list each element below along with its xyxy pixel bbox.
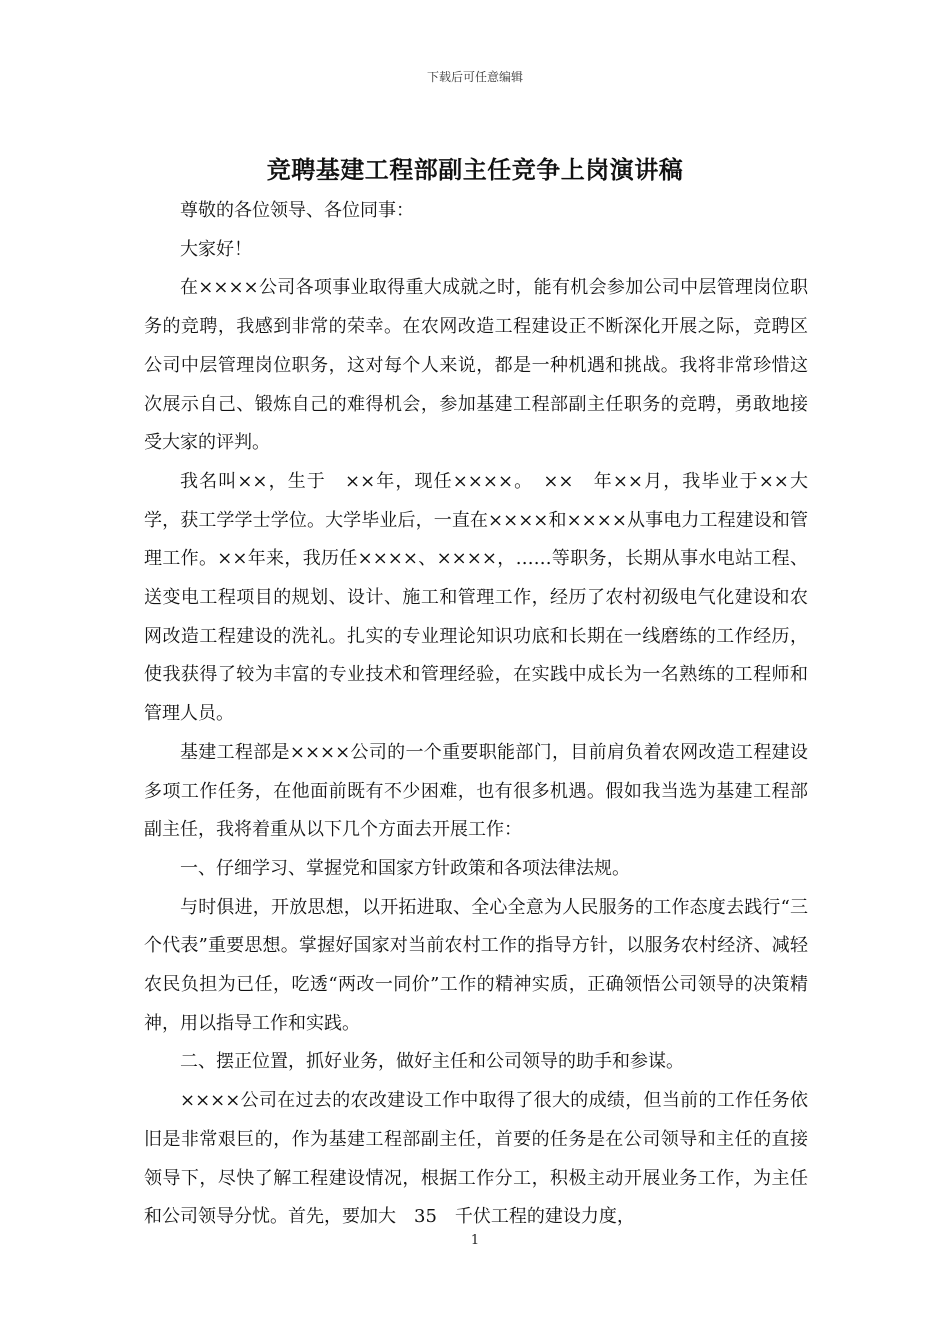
paragraph-background: 我名叫××，生于 ××年，现任××××。 ×× 年××月，我毕业于××大学，获工学学士学位。大学毕业后，一直在××××和××××从事电力工程建设和管理工作。××年来，我历任××××、××××，……等职务，长期从事水电站工程、送变电工程项目的规划、设计、施工和管理工作，经历了农村初级电气化建设和农网改造工程建设的洗礼。扎实的专业理论知识功底和长期在一线磨练的工作经历，使我获得了较为丰富的专业技术和管理经验，在实践中成长为一名熟练的工程师和管理人员。 [144, 470, 808, 725]
document-title: 竞聘基建工程部副主任竞争上岗演讲稿 [266, 155, 684, 184]
paragraph-salutation: 尊敬的各位领导、各位同事： [180, 200, 414, 221]
page-number: 1 [470, 1233, 480, 1248]
paragraph-point-one-heading: 一、仔细学习、掌握党和国家方针政策和各项法律法规。 [180, 857, 630, 879]
paragraph-point-one-body: 与时俱进，开放思想，以开拓进取、全心全意为人民服务的工作态度去践行“三个代表”重要思想。掌握好国家对当前农村工作的指导方针，以服务农村经济、减轻农民负担为已任，吃透“两改一同价”工作的精神实质，正确领悟公司领导的决策精神，用以指导工作和实践。 [144, 896, 808, 1034]
paragraph-greeting: 大家好！ [180, 238, 252, 260]
document-body [144, 192, 808, 1237]
paragraph-point-two-body: ××××公司在过去的农改建设工作中取得了很大的成绩，但当前的工作任务依旧是非常艰巨的，作为基建工程部副主任，首要的任务是在公司领导和主任的直接领导下，尽快了解工程建设情况，根据工作分工，积极主动开展业务工作，为主任和公司领导分忧。首先，要加大 35 千伏工程的建设力度， [144, 1090, 808, 1228]
header-note: 下载后可任意编辑 [426, 70, 523, 84]
paragraph-department: 基建工程部是××××公司的一个重要职能部门，目前肩负着农网改造工程建设多项工作任务，在他面前既有不少困难，也有很多机遇。假如我当选为基建工程部副主任，我将着重从以下几个方面去开展工作： [144, 741, 808, 841]
paragraph-intro: 在××××公司各项事业取得重大成就之时，能有机会参加公司中层管理岗位职务的竞聘，我感到非常的荣幸。在农网改造工程建设正不断深化开展之际，竞聘区公司中层管理岗位职务，这对每个人来说，都是一种机遇和挑战。我将非常珍惜这次展示自己、锻炼自己的难得机会，参加基建工程部副主任职务的竞聘，勇敢地接受大家的评判。 [144, 277, 808, 454]
paragraph-point-two-heading: 二、摆正位置，抓好业务，做好主任和公司领导的助手和参谋。 [180, 1051, 684, 1073]
